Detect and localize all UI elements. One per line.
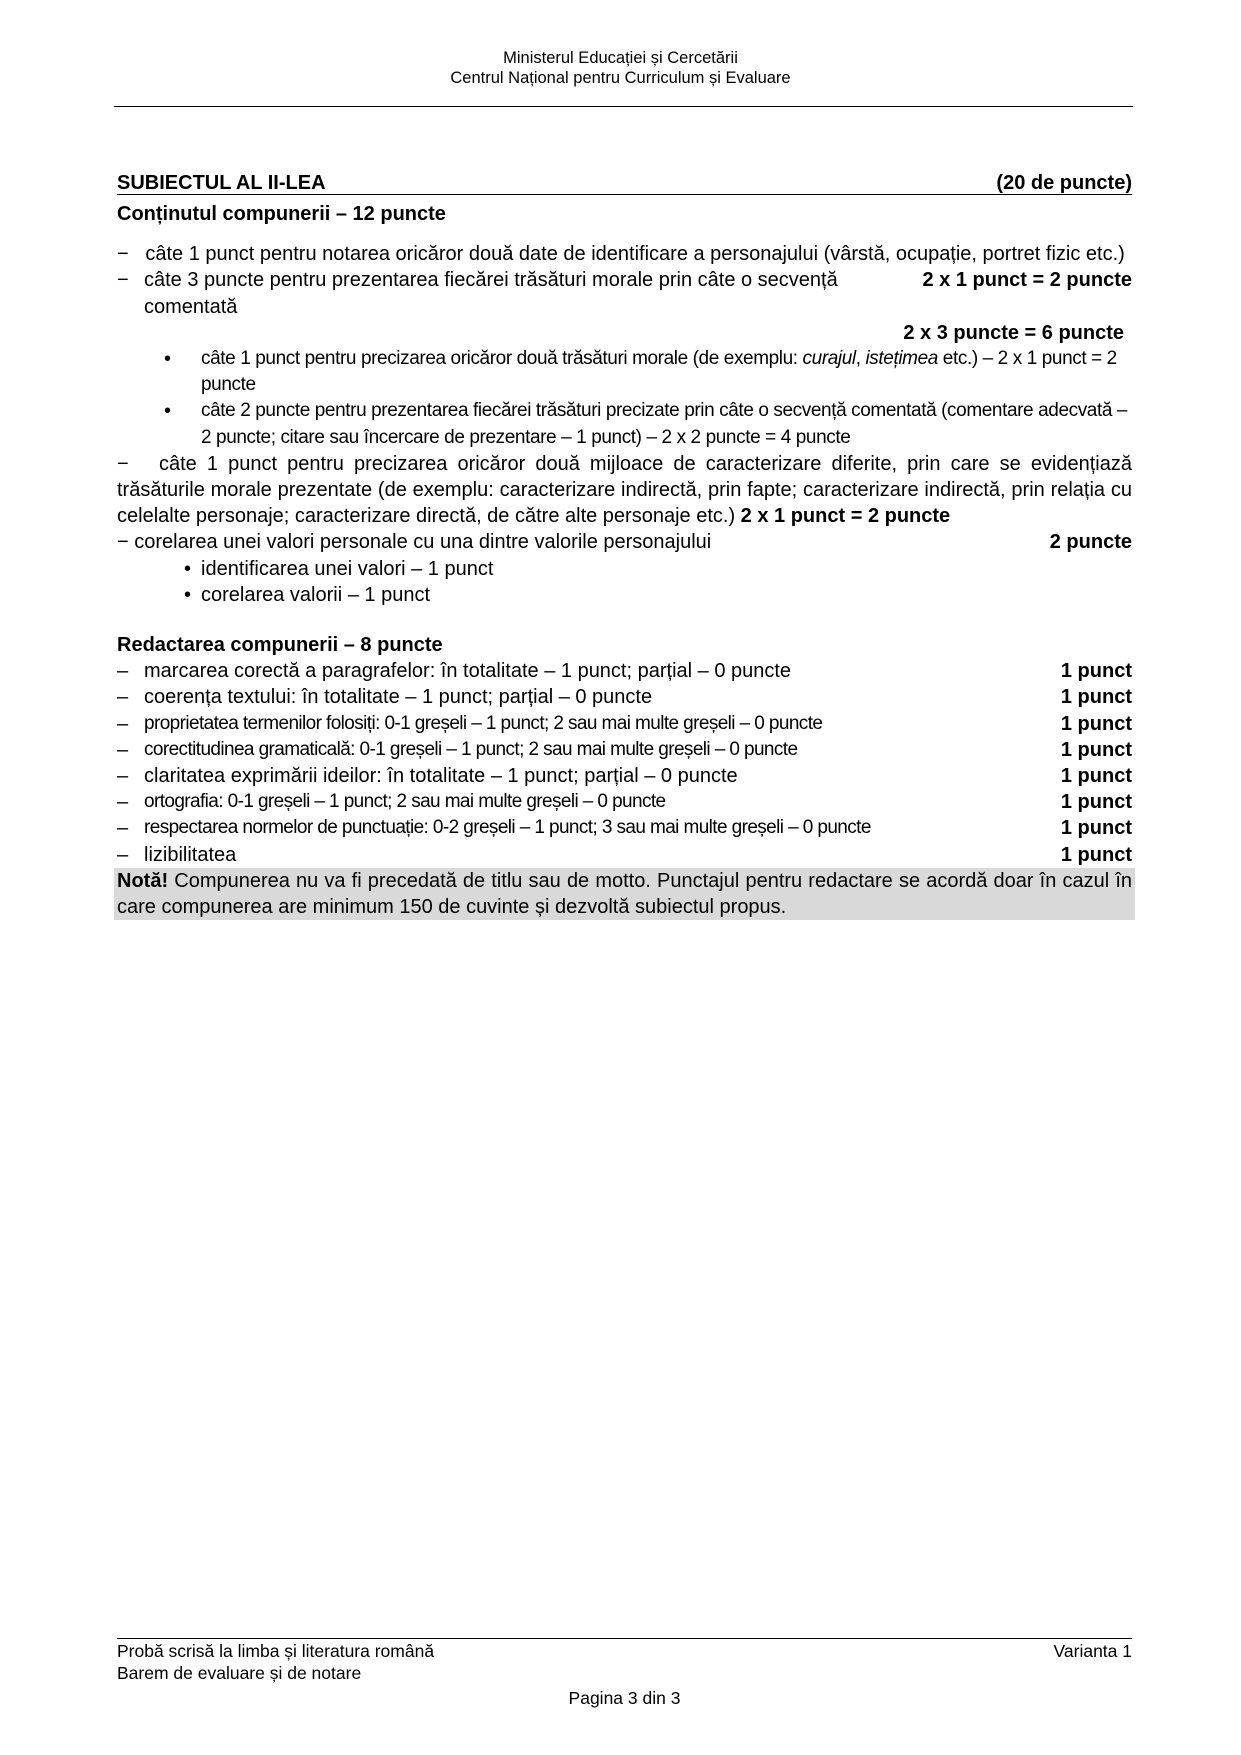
sub-bullet-text: identificarea unei valori – 1 punct [201,557,494,580]
ministry-name: Ministerul Educației și Cercetării [503,49,738,67]
bullet-text: câte 2 puncte pentru prezentarea fiecărei trăsături precizate prin câte o secvență comentată (comentare adecvată – 2 puncte; citare sau încercare de prezentare – 1 punct) – 2 x 2 puncte = 4 puncte [201,400,1128,448]
item-points: 1 punct [1060,686,1132,709]
item-2-points: 2 x 3 puncte = 6 puncte [903,321,1124,344]
section-title: SUBIECTUL AL II-LEA [117,172,326,194]
redactare-item [117,737,1132,763]
redactare-item [117,842,1132,868]
item-text: lizibilitatea [144,843,237,866]
footer-row [117,1640,1132,1662]
item-dash: − [117,269,129,292]
redactare-item [117,684,1132,710]
section-title-row [117,173,1132,195]
item-points: 2 x 1 punct = 2 puncte [922,269,1132,292]
item-points: 1 punct [1060,712,1132,735]
item-points: 1 punct [1060,817,1132,840]
content-item-4 [117,529,1132,555]
example-trait: istețimea [865,348,938,370]
redactare-heading: Redactarea compunerii – 8 puncte [117,634,443,657]
sub-bullet [117,556,1132,582]
note-text: Compunerea nu va fi precedată de titlu sau de motto. Punctajul pentru redactare se acordă doar în cazul în care compunerea are minimum 150 de cuvinte și dezvoltă subiectul propus. [117,869,1132,919]
item-dash: − [117,452,129,475]
bullet-text [201,346,1132,398]
redactare-item [117,763,1132,789]
item-text: − corelarea unei valori personale cu una dintre valorile personajului [117,531,712,554]
footer-exam-name: Probă scrisă la limba și literatura română [117,1641,435,1661]
footer-doc-type: Barem de evaluare și de notare [117,1663,362,1683]
item-text: respectarea normelor de punctuație: 0-2 greșeli – 1 punct; 3 sau mai multe greșeli – 0 puncte [144,817,871,839]
sub-bullet [117,582,1132,608]
note-label: Notă! [117,869,169,892]
redactare-item [117,658,1132,684]
bullet-item [117,346,1132,398]
item-text: câte 1 punct pentru notarea oricăror două date de identificare a personajului (vârstă, ocupație, portret fizic etc.) [145,243,1125,266]
bullet-icon: • [184,557,192,580]
item-points: 1 punct [1060,660,1132,683]
page-footer [117,1640,1132,1708]
bullet-icon: • [164,400,172,423]
example-trait: curajul [802,348,856,370]
content-item-1 [117,241,1132,292]
bullet-item [117,398,1132,450]
item-dash: – [117,765,129,788]
center-name: Centrul Național pentru Curriculum și Evaluare [450,69,791,87]
item-dash: – [117,791,129,814]
item-dash: – [117,686,129,709]
item-dash: – [117,712,129,735]
redactare-item [117,815,1132,841]
item-dash: – [117,660,129,683]
note-box [114,868,1135,920]
bullet-text-part: câte 1 punct pentru precizarea oricăror două trăsături morale (de exemplu: [201,348,803,370]
item-text: ortografia: 0-1 greșeli – 1 punct; 2 sau mai multe greșeli – 0 puncte [144,791,666,813]
main-content [117,173,1132,920]
item-points: 2 puncte [1049,531,1132,554]
redactare-item [117,711,1132,737]
item-points: 1 punct [1060,791,1132,814]
separator: , [855,348,866,370]
content-item-2 [117,267,922,319]
content-item-3 [117,451,1132,530]
item-text: marcarea corectă a paragrafelor: în totalitate – 1 punct; parțial – 0 puncte [144,660,792,683]
section-points: (20 de puncte) [996,172,1132,194]
footer-variant: Varianta 1 [1053,1641,1132,1661]
page-header [0,48,1241,88]
sub-bullet-text: corelarea valorii – 1 punct [201,583,431,606]
item-points: 2 x 1 punct = 2 puncte [740,505,951,528]
item-points: 1 punct [1060,765,1132,788]
item-dash: – [117,843,129,866]
item-dash: – [117,738,129,761]
item-text: claritatea exprimării ideilor: în totalitate – 1 punct; parțial – 0 puncte [144,765,738,788]
item-text: câte 1 punct pentru precizarea oricăror două mijloace de caracterizare diferite, prin care se evidențiază trăsăturile morale prezentate (de exemplu: caracterizare indirectă, prin fapte; caracterizare indirectă, prin relația cu celelalte personaje; caracterizare directă, de către alte personaje etc.) [117,452,1132,528]
item-dash: – [117,817,129,840]
item-text: câte 3 puncte pentru prezentarea fiecărei trăsături morale prin câte o secvență comentată [144,269,838,318]
item-points: 1 punct [1060,843,1132,866]
item-text: proprietatea termenilor folosiți: 0-1 greșeli – 1 punct; 2 sau mai multe greșeli – 0 puncte [144,712,823,734]
header-divider [114,106,1133,107]
bullet-text-part: etc.) – 2 x 1 punct = 2 puncte [201,348,1117,396]
bullet-icon: • [164,348,172,371]
item-text: corectitudinea gramaticală: 0-1 greșeli – 1 punct; 2 sau mai multe greșeli – 0 puncte [144,738,798,760]
item-points: 1 punct [1060,738,1132,761]
item-dash: − [117,243,129,266]
redactare-item [117,789,1132,815]
footer-divider [117,1638,1132,1639]
item-text: coerența textului: în totalitate – 1 punct; parțial – 0 puncte [144,686,653,709]
bullet-icon: • [184,583,192,606]
page-number: Pagina 3 din 3 [568,1688,681,1708]
content-heading: Conținutul compunerii – 12 puncte [117,203,446,225]
